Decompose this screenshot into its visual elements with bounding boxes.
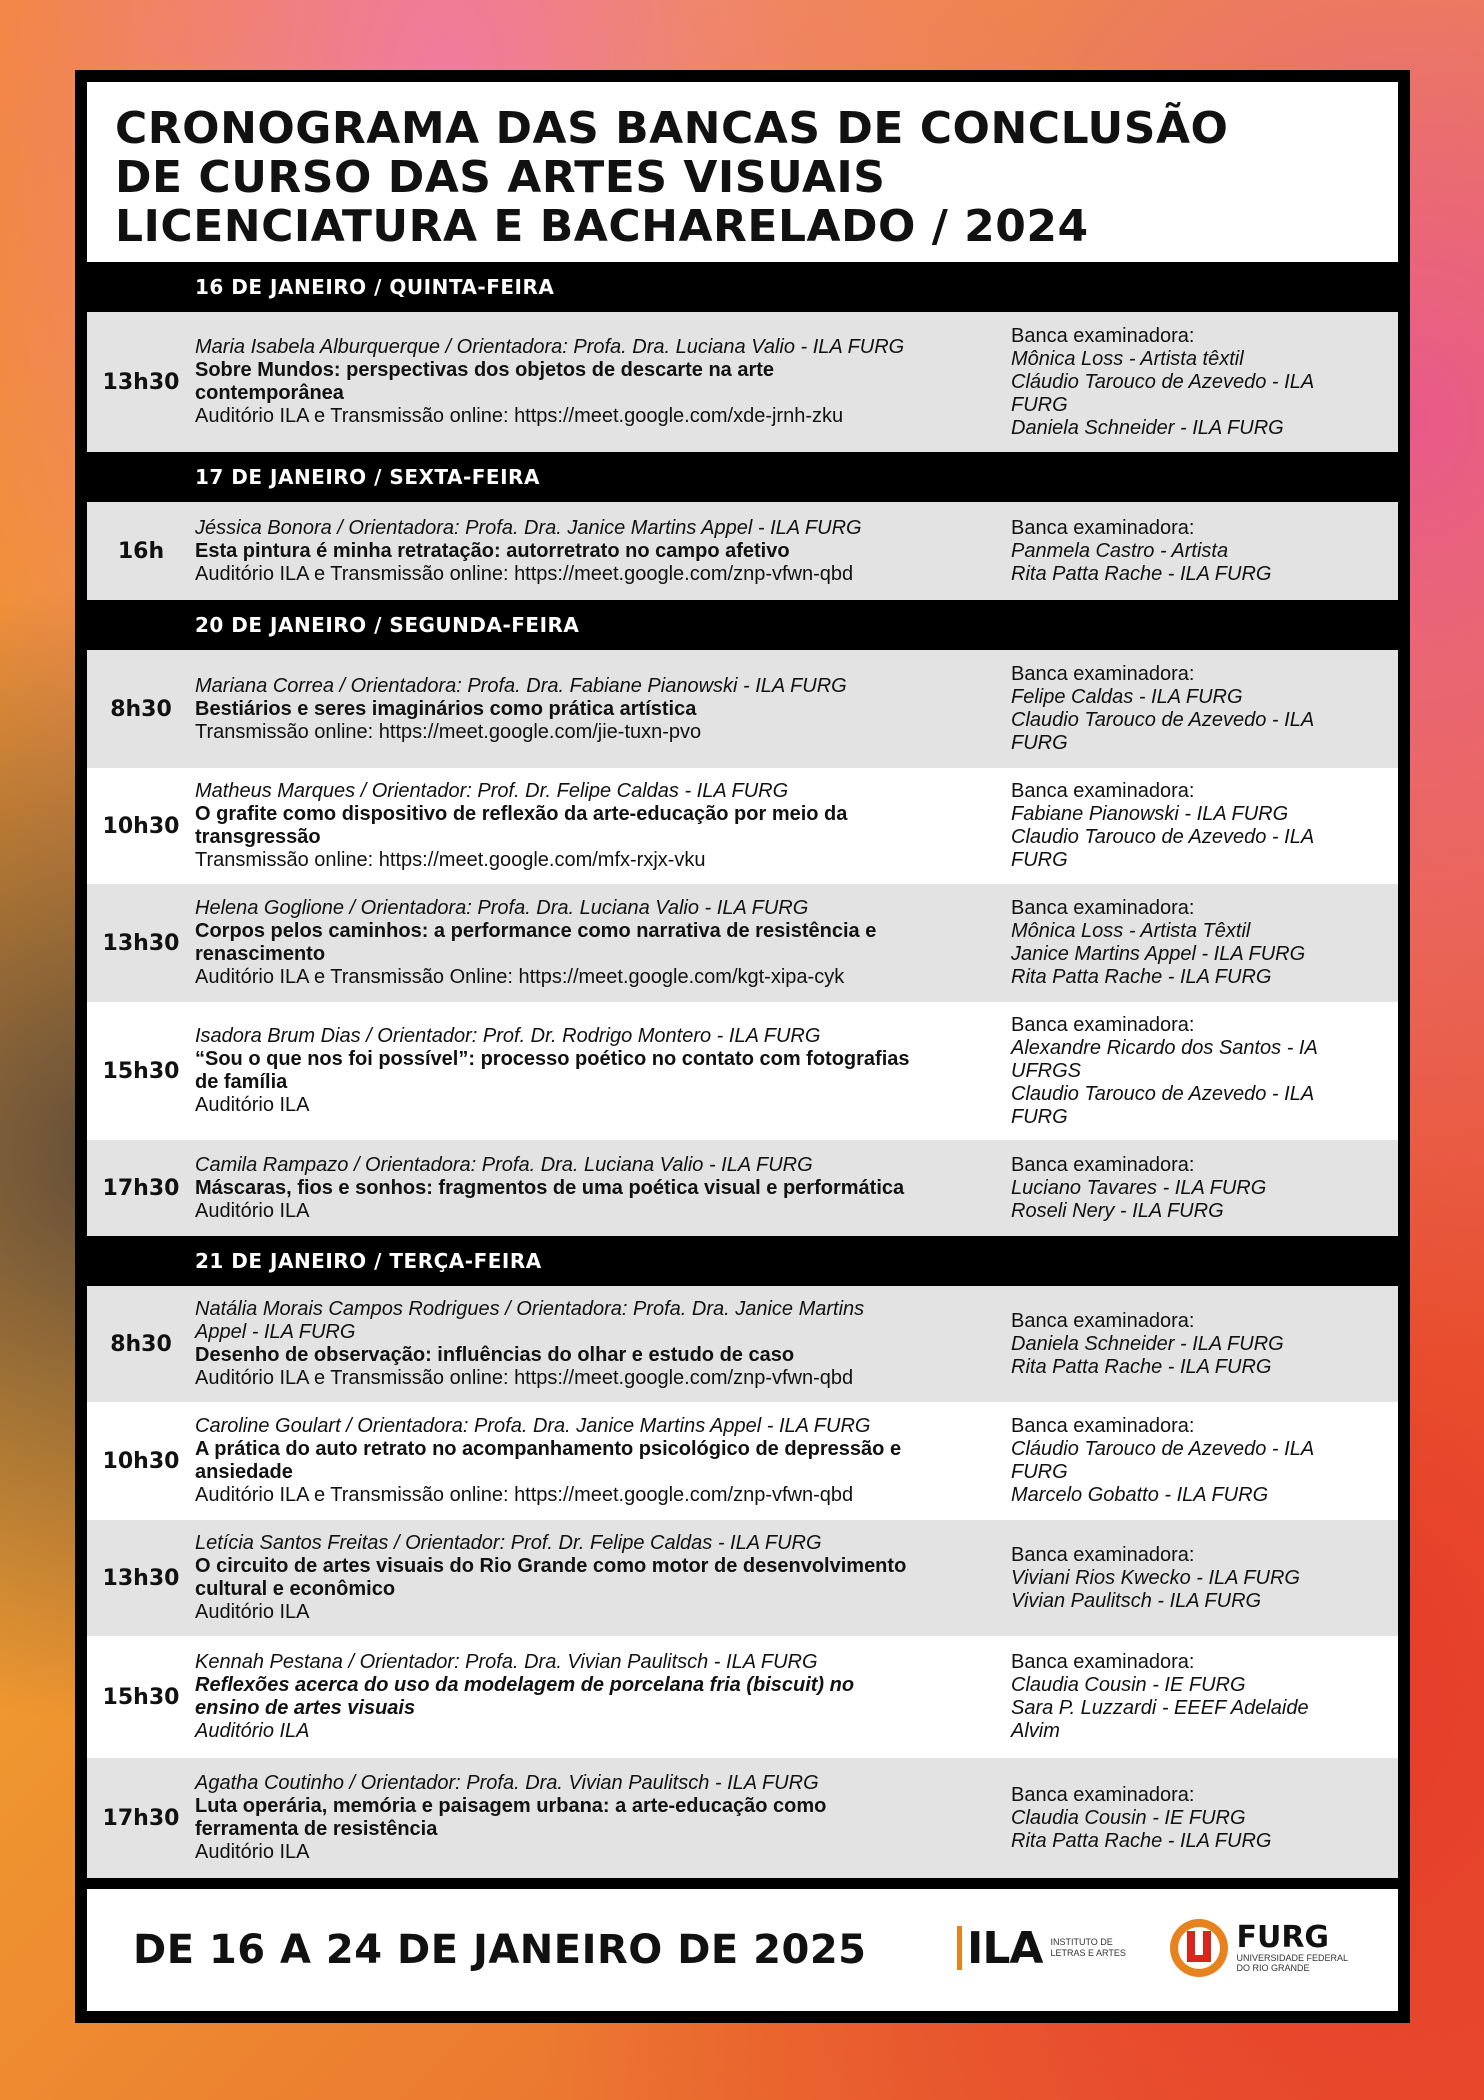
session-time: 13h30 [102, 930, 180, 956]
session-info [195, 1651, 1007, 1743]
student-advisor: Camila Rampazo / Orientadora: Profa. Dra. Luciana Valio - ILA FURG [195, 1153, 813, 1176]
ila-logo-subtitle: INSTITUTO DE LETRAS E ARTES [1050, 1937, 1126, 1958]
work-title: ensino de artes visuais [195, 1697, 416, 1719]
panel-member: Luciano Tavares - ILA FURG [1011, 1176, 1267, 1199]
work-title: Esta pintura é minha retratação: autorretrato no campo afetivo [195, 539, 790, 562]
student-advisor: Isadora Brum Dias / Orientador: Prof. Dr. Rodrigo Montero - ILA FURG [195, 1025, 821, 1047]
panel-member: Alexandre Ricardo dos Santos - IA [1011, 1036, 1318, 1059]
panel-member: Rita Patta Rache - ILA FURG [1011, 562, 1272, 585]
day-header: 20 DE JANEIRO / SEGUNDA-FEIRA [87, 600, 1398, 650]
work-title: ferramenta de resistência [195, 1818, 438, 1840]
session-time: 8h30 [110, 1331, 172, 1357]
session-time: 17h30 [102, 1175, 180, 1201]
student-advisor: Appel - ILA FURG [195, 1321, 356, 1343]
panel-member: Sara P. Luzzardi - EEEF Adelaide [1011, 1697, 1309, 1719]
panel-label: Banca examinadora: [1011, 1309, 1195, 1332]
work-title: ansiedade [195, 1461, 293, 1483]
panel-member: FURG [1011, 849, 1068, 871]
panel-member: FURG [1011, 1461, 1068, 1483]
work-title: renascimento [195, 943, 326, 965]
session-location: Auditório ILA e Transmissão online: https://meet.google.com/znp-vfwn-qbd [195, 1484, 854, 1506]
session-location: Auditório ILA [195, 1601, 310, 1623]
ila-logo [957, 1923, 1140, 1974]
student-advisor: Kennah Pestana / Orientador: Profa. Dra. Vivian Paulitsch - ILA FURG [195, 1651, 818, 1673]
work-title: contemporânea [195, 382, 344, 404]
panel-member: Janice Martins Appel - ILA FURG [1011, 943, 1306, 965]
panel-label: Banca examinadora: [1011, 1013, 1195, 1036]
panel-label: Banca examinadora: [1011, 1783, 1195, 1806]
panel-label: Banca examinadora: [1011, 780, 1195, 802]
schedule-row [87, 650, 1398, 768]
title-line: DE CURSO DAS ARTES VISUAIS [115, 152, 886, 203]
session-time: 13h30 [102, 1565, 180, 1591]
schedule-row [87, 768, 1398, 884]
session-time: 8h30 [110, 696, 172, 722]
session-info [195, 517, 1007, 586]
panel-member: Cláudio Tarouco de Azevedo - ILA [1011, 370, 1315, 393]
day-header: 17 DE JANEIRO / SEXTA-FEIRA [87, 452, 1398, 502]
examining-panel [1007, 1651, 1398, 1743]
session-info [195, 1415, 1007, 1507]
schedule-row [87, 1286, 1398, 1402]
panel-member: Viviani Rios Kwecko - ILA FURG [1011, 1566, 1300, 1589]
schedule-row [87, 1002, 1398, 1140]
panel-member: FURG [1011, 393, 1068, 416]
session-time: 10h30 [102, 813, 180, 839]
schedule-row [87, 1636, 1398, 1758]
event-dates: DE 16 A 24 DE JANEIRO DE 2025 [133, 1927, 867, 1973]
examining-panel [1007, 325, 1398, 440]
work-title: Corpos pelos caminhos: a performance como narrativa de resistência e [195, 920, 877, 942]
work-title: “Sou o que nos foi possível”: processo poético no contato com fotografias [195, 1048, 910, 1070]
furg-logo-subtitle-2: DO RIO GRANDE [1236, 1963, 1310, 1973]
session-time: 13h30 [102, 369, 180, 395]
session-info [195, 1298, 1007, 1390]
session-info [195, 1154, 1007, 1223]
panel-member: Marcelo Gobatto - ILA FURG [1011, 1484, 1269, 1506]
panel-member: Panmela Castro - Artista [1011, 539, 1229, 562]
session-location: Auditório ILA e Transmissão online: https://meet.google.com/znp-vfwn-qbd [195, 562, 854, 585]
panel-member: Rita Patta Rache - ILA FURG [1011, 1355, 1272, 1378]
student-advisor: Mariana Correa / Orientadora: Profa. Dra. Fabiane Pianowski - ILA FURG [195, 674, 847, 697]
session-info [195, 780, 1007, 872]
furg-logo-subtitle-1: UNIVERSIDADE FEDERAL [1236, 1953, 1348, 1963]
poster-header [87, 82, 1398, 262]
panel-member: Mônica Loss - Artista Têxtil [1011, 920, 1251, 942]
examining-panel [1007, 663, 1398, 755]
examining-panel [1007, 1154, 1398, 1223]
panel-member: Cláudio Tarouco de Azevedo - ILA [1011, 1438, 1315, 1460]
session-time: 15h30 [102, 1058, 180, 1084]
session-info [195, 897, 1007, 989]
logos [957, 1917, 1348, 1979]
poster-title [115, 104, 1370, 251]
student-advisor: Jéssica Bonora / Orientadora: Profa. Dra. Janice Martins Appel - ILA FURG [195, 516, 862, 539]
session-time: 15h30 [102, 1684, 180, 1710]
work-title: Luta operária, memória e paisagem urbana: a arte-educação como [195, 1795, 827, 1817]
examining-panel [1007, 1310, 1398, 1379]
session-time: 17h30 [102, 1805, 180, 1831]
panel-label: Banca examinadora: [1011, 1651, 1195, 1673]
ila-logo-text: ILA [967, 1922, 1043, 1974]
title-line: LICENCIATURA E BACHARELADO / 2024 [115, 201, 1089, 252]
examining-panel [1007, 517, 1398, 586]
session-info [195, 1772, 1007, 1864]
panel-member: Claudia Cousin - IE FURG [1011, 1806, 1246, 1829]
work-title: Sobre Mundos: perspectivas dos objetos de descarte na arte [195, 359, 775, 381]
session-location: Auditório ILA [195, 1841, 310, 1863]
furg-text-block [1236, 1920, 1348, 1973]
session-location: Auditório ILA e Transmissão online: https://meet.google.com/xde-jrnh-zku [195, 405, 844, 427]
work-title: Reflexões acerca do uso da modelagem de porcelana fria (biscuit) no [195, 1674, 855, 1696]
furg-logo [1168, 1917, 1348, 1979]
schedule-row [87, 1520, 1398, 1636]
work-title: cultural e econômico [195, 1578, 396, 1600]
student-advisor: Maria Isabela Alburquerque / Orientadora: Profa. Dra. Luciana Valio - ILA FURG [195, 336, 905, 358]
student-advisor: Matheus Marques / Orientador: Prof. Dr. Felipe Caldas - ILA FURG [195, 780, 789, 802]
student-advisor: Agatha Coutinho / Orientador: Profa. Dra. Vivian Paulitsch - ILA FURG [195, 1772, 819, 1794]
session-location: Auditório ILA [195, 1094, 310, 1116]
panel-member: FURG [1011, 1105, 1068, 1128]
panel-label: Banca examinadora: [1011, 897, 1195, 919]
work-title: A prática do auto retrato no acompanhamento psicológico de depressão e [195, 1438, 902, 1460]
panel-label: Banca examinadora: [1011, 516, 1195, 539]
session-info [195, 675, 1007, 744]
poster-footer [87, 1889, 1398, 2011]
work-title: transgressão [195, 826, 321, 848]
session-info [195, 1025, 1007, 1117]
examining-panel [1007, 897, 1398, 989]
schedule-row [87, 1758, 1398, 1878]
session-info [195, 336, 1007, 428]
title-line: CRONOGRAMA DAS BANCAS DE CONCLUSÃO [115, 103, 1229, 154]
schedule-row [87, 1402, 1398, 1520]
examining-panel [1007, 1544, 1398, 1613]
panel-member: Fabiane Pianowski - ILA FURG [1011, 803, 1289, 825]
work-title: Desenho de observação: influências do olhar e estudo de caso [195, 1344, 795, 1366]
examining-panel [1007, 780, 1398, 872]
session-location: Auditório ILA e Transmissão Online: https://meet.google.com/kgt-xipa-cyk [195, 966, 845, 988]
panel-member: FURG [1011, 732, 1068, 754]
ila-bars-icon [957, 1926, 964, 1970]
day-header: 21 DE JANEIRO / TERÇA-FEIRA [87, 1236, 1398, 1286]
panel-member: Claudio Tarouco de Azevedo - ILA [1011, 1082, 1315, 1105]
panel-member: Daniela Schneider - ILA FURG [1011, 1332, 1284, 1355]
panel-member: Rita Patta Rache - ILA FURG [1011, 966, 1272, 988]
poster-frame [75, 70, 1410, 2023]
panel-label: Banca examinadora: [1011, 324, 1195, 347]
schedule-row [87, 502, 1398, 600]
student-advisor: Helena Goglione / Orientadora: Profa. Dra. Luciana Valio - ILA FURG [195, 897, 809, 919]
schedule-row [87, 884, 1398, 1002]
panel-member: Roseli Nery - ILA FURG [1011, 1199, 1224, 1222]
student-advisor: Natália Morais Campos Rodrigues / Orientadora: Profa. Dra. Janice Martins [195, 1298, 865, 1320]
work-title: Bestiários e seres imaginários como prática artística [195, 697, 697, 720]
work-title: Máscaras, fios e sonhos: fragmentos de uma poética visual e performática [195, 1176, 905, 1199]
panel-member: Felipe Caldas - ILA FURG [1011, 686, 1243, 708]
panel-member: Alvim [1011, 1720, 1060, 1742]
session-info [195, 1532, 1007, 1624]
panel-label: Banca examinadora: [1011, 1543, 1195, 1566]
student-advisor: Caroline Goulart / Orientadora: Profa. Dra. Janice Martins Appel - ILA FURG [195, 1415, 871, 1437]
panel-member: Claudia Cousin - IE FURG [1011, 1674, 1246, 1696]
student-advisor: Letícia Santos Freitas / Orientador: Prof. Dr. Felipe Caldas - ILA FURG [195, 1532, 822, 1554]
examining-panel [1007, 1784, 1398, 1853]
panel-member: Rita Patta Rache - ILA FURG [1011, 1829, 1272, 1852]
session-location: Auditório ILA [195, 1720, 310, 1742]
day-header: 16 DE JANEIRO / QUINTA-FEIRA [87, 262, 1398, 312]
examining-panel [1007, 1014, 1398, 1129]
panel-member: Mônica Loss - Artista têxtil [1011, 347, 1244, 370]
panel-member: Claudio Tarouco de Azevedo - ILA [1011, 709, 1315, 731]
session-location: Transmissão online: https://meet.google.com/mfx-rxjx-vku [195, 849, 706, 871]
session-location: Transmissão online: https://meet.google.com/jie-tuxn-pvo [195, 720, 702, 743]
session-time: 10h30 [102, 1448, 180, 1474]
furg-logo-text: FURG [1236, 1920, 1330, 1955]
examining-panel [1007, 1415, 1398, 1507]
work-title: de família [195, 1071, 288, 1093]
panel-member: Claudio Tarouco de Azevedo - ILA [1011, 826, 1315, 848]
work-title: O circuito de artes visuais do Rio Grande como motor de desenvolvimento [195, 1555, 907, 1577]
work-title: O grafite como dispositivo de reflexão da arte-educação por meio da [195, 803, 848, 825]
schedule-row [87, 1140, 1398, 1236]
panel-label: Banca examinadora: [1011, 1153, 1195, 1176]
panel-member: Vivian Paulitsch - ILA FURG [1011, 1589, 1262, 1612]
panel-member: Daniela Schneider - ILA FURG [1011, 416, 1284, 439]
session-time: 16h [117, 538, 165, 564]
schedule-row [87, 312, 1398, 452]
session-location: Auditório ILA [195, 1199, 310, 1222]
panel-label: Banca examinadora: [1011, 1415, 1195, 1437]
panel-member: UFRGS [1011, 1059, 1081, 1082]
schedule [87, 262, 1398, 1878]
furg-emblem-icon [1168, 1917, 1230, 1979]
panel-label: Banca examinadora: [1011, 663, 1195, 685]
session-location: Auditório ILA e Transmissão online: https://meet.google.com/znp-vfwn-qbd [195, 1367, 854, 1389]
